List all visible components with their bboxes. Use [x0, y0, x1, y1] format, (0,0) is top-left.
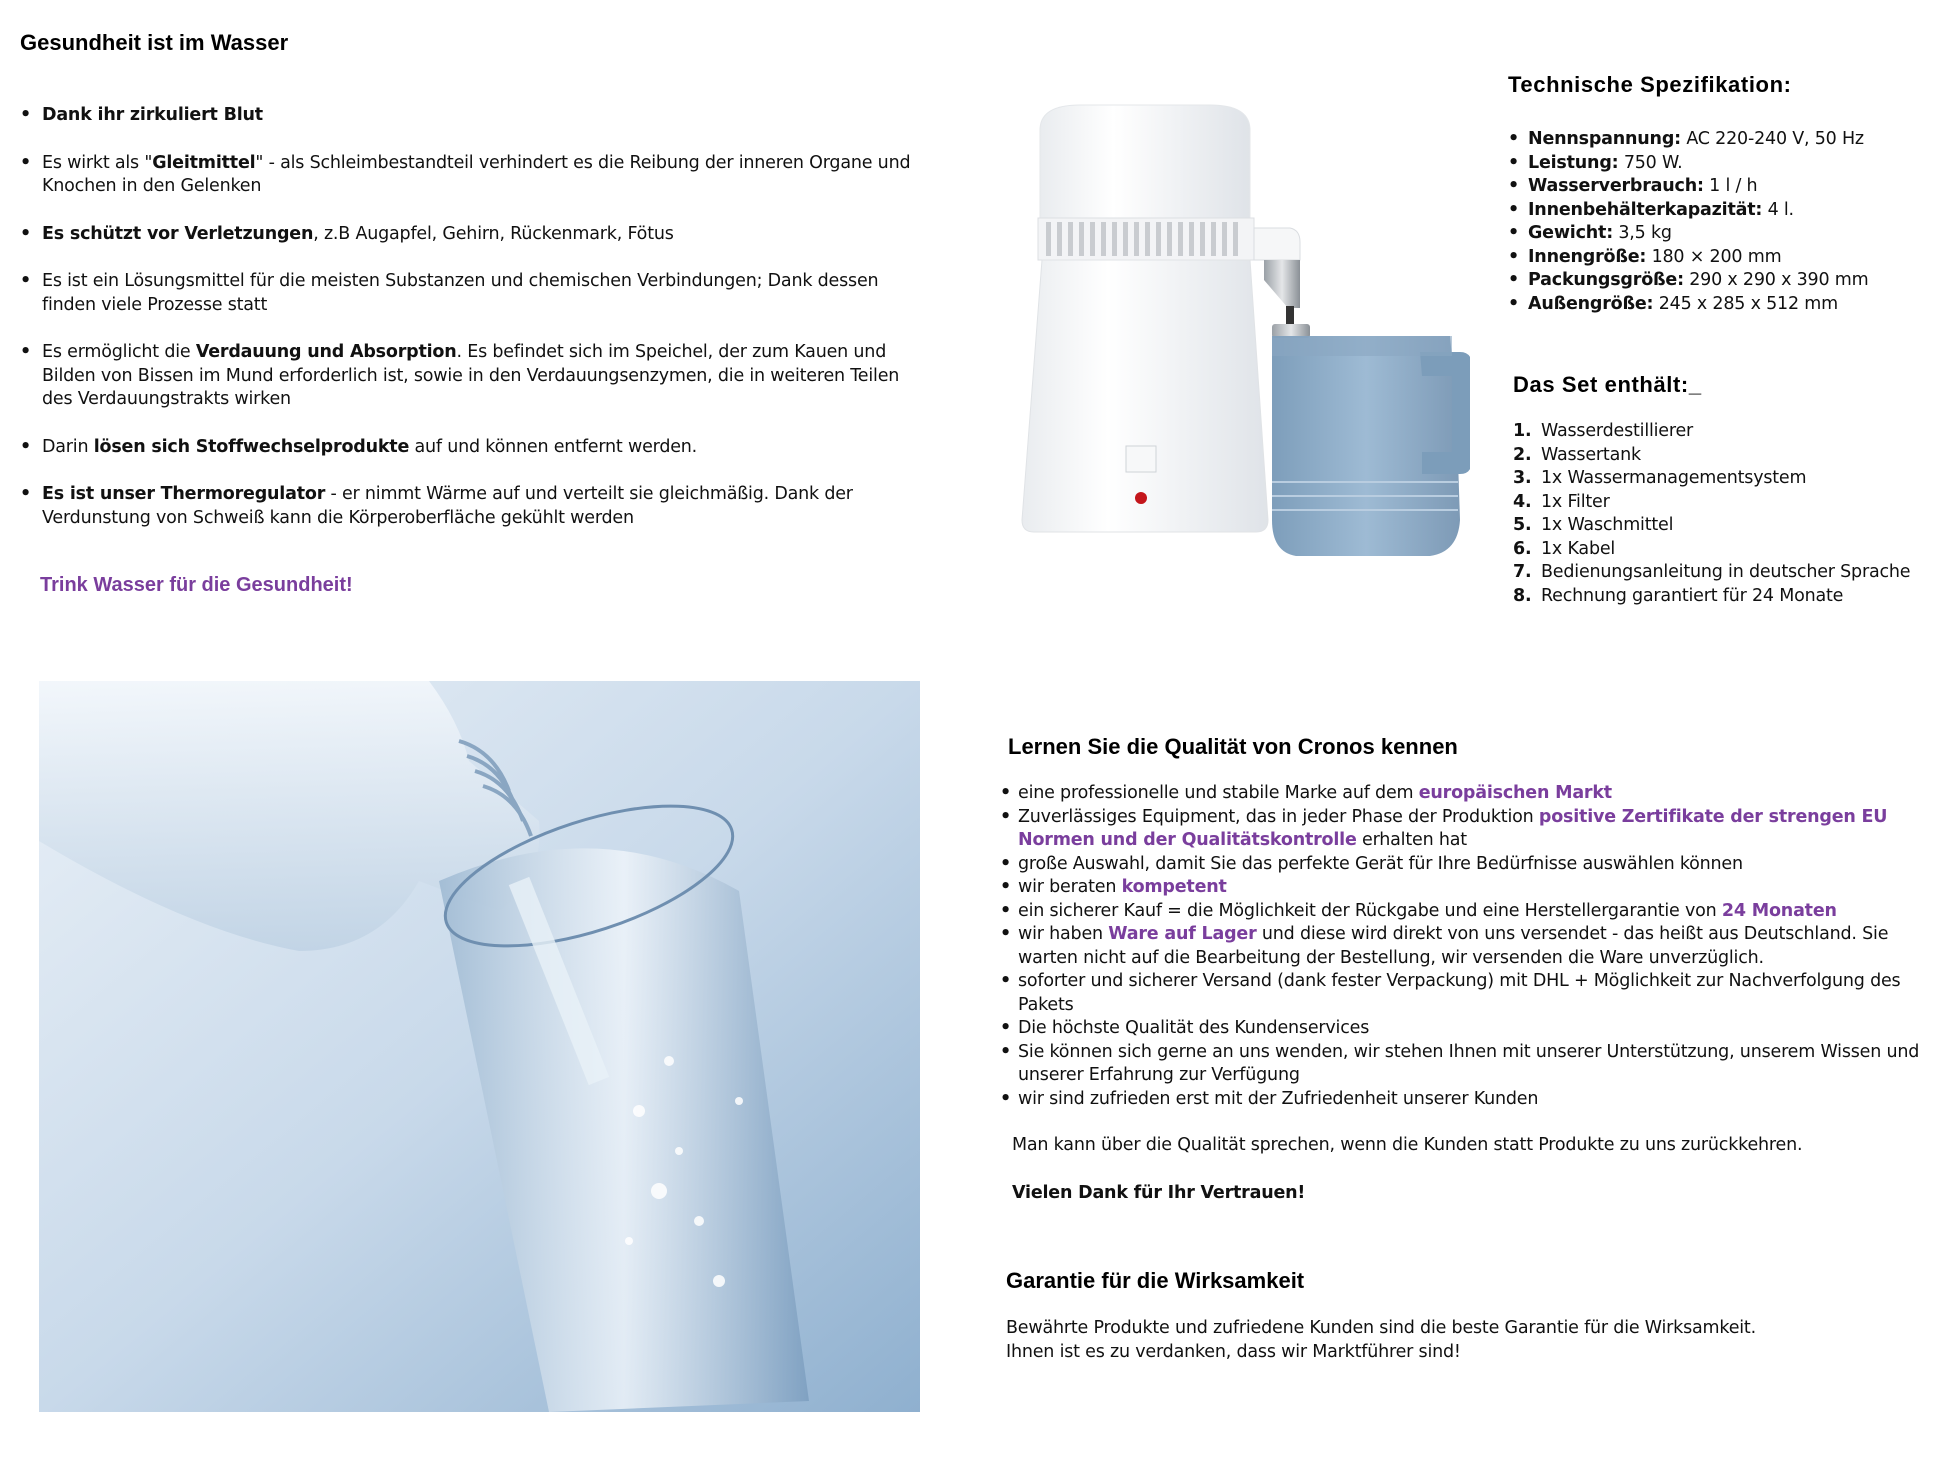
set-item-text: 1x Wassermanagementsystem	[1541, 468, 1807, 488]
cronos-list-item	[1000, 900, 1930, 924]
spec-list-item	[1508, 222, 1938, 246]
cronos-highlight: europäischen Markt	[1418, 783, 1612, 803]
cronos-item-text: erhalten hat	[1356, 830, 1467, 850]
distiller-unit	[1022, 105, 1300, 532]
cronos-item-text: Zuverlässiges Equipment, das in jeder Phase der Produktion	[1018, 806, 1539, 827]
set-item-text: Rechnung garantiert für 24 Monate	[1541, 585, 1844, 606]
spec-list-item	[1508, 152, 1938, 176]
cronos-item-text: Die höchste Qualität des Kundenservices	[1018, 1018, 1370, 1038]
cronos-thanks: Vielen Dank für Ihr Vertrauen!	[1012, 1183, 1306, 1203]
set-item-text: 1x Filter	[1541, 491, 1610, 512]
cronos-item-text: wir haben	[1018, 924, 1109, 944]
spec-title: Technische Spezifikation:	[1508, 72, 1792, 97]
health-list-item	[20, 341, 920, 412]
set-list-item	[1513, 444, 1943, 468]
cronos-item-text: wir beraten	[1018, 877, 1122, 897]
spec-value: AC 220-240 V, 50 Hz	[1680, 129, 1864, 149]
set-list	[1513, 420, 1943, 608]
set-item-number: 6.	[1513, 538, 1532, 559]
garantie-title: Garantie für die Wirksamkeit	[1006, 1268, 1305, 1293]
health-list-item	[20, 270, 920, 317]
cronos-highlight: positive Zertifikate der strengen EU Normen und der Qualitätskontrolle	[1018, 806, 1888, 850]
health-item-text: Es ist unser Thermoregulator	[42, 484, 326, 504]
set-item-text: Wassertank	[1541, 444, 1641, 465]
set-list-item	[1513, 491, 1943, 515]
cronos-list-item	[1000, 970, 1930, 1017]
spec-list-item	[1508, 269, 1938, 293]
health-list-item	[20, 104, 920, 128]
water-jug	[1272, 306, 1470, 556]
spec-value: 245 x 285 x 512 mm	[1653, 293, 1838, 314]
spec-label: Innengröße:	[1528, 246, 1647, 267]
spec-label: Wasserverbrauch:	[1528, 176, 1704, 196]
set-list-item	[1513, 538, 1943, 562]
health-list-item	[20, 223, 920, 247]
garantie-text	[1006, 1317, 1906, 1364]
health-item-text: " - als Schleimbestandteil verhindert es die Reibung der inneren Organe und Knochen in den Gelenken	[42, 152, 911, 196]
set-item-number: 2.	[1513, 444, 1532, 465]
set-item-number: 7.	[1513, 562, 1532, 582]
health-item-text: , z.B Augapfel, Gehirn, Rückenmark, Fötus	[313, 223, 674, 244]
cronos-list-item	[1000, 1088, 1930, 1112]
health-cta: Trink Wasser für die Gesundheit!	[40, 574, 353, 596]
cronos-list-item	[1000, 876, 1930, 900]
health-item-text: Es ist ein Lösungsmittel für die meisten Substanzen und chemischen Verbindungen; Dank dessen finden viele Prozesse statt	[42, 271, 879, 315]
spec-label: Packungsgröße:	[1528, 270, 1684, 290]
spec-label: Gewicht:	[1528, 223, 1613, 243]
cronos-highlight: 24 Monaten	[1721, 900, 1837, 921]
set-item-number: 5.	[1513, 515, 1532, 535]
spec-value: 750 W.	[1618, 152, 1683, 173]
cronos-highlight: kompetent	[1121, 877, 1227, 897]
cronos-highlight: Ware auf Lager	[1108, 924, 1257, 944]
set-item-text: Wasserdestillierer	[1541, 421, 1694, 441]
health-item-text: Dank ihr zirkuliert Blut	[42, 105, 263, 125]
set-item-number: 1.	[1513, 421, 1532, 441]
cronos-item-text: große Auswahl, damit Sie das perfekte Gerät für Ihre Bedürfnisse auswählen können	[1018, 853, 1743, 874]
cronos-list-item	[1000, 1041, 1930, 1088]
garantie-line: Ihnen ist es zu verdanken, dass wir Marktführer sind!	[1006, 1341, 1461, 1362]
health-item-text: Gleitmittel	[152, 152, 256, 173]
spec-label: Innenbehälterkapazität:	[1528, 199, 1763, 220]
health-item-text: auf und können entfernt werden.	[409, 436, 698, 457]
spec-value: 290 x 290 x 390 mm	[1683, 270, 1869, 290]
cronos-item-text: wir sind zufrieden erst mit der Zufriedenheit unserer Kunden	[1018, 1088, 1539, 1109]
spec-list-item	[1508, 128, 1938, 152]
health-list-item	[20, 483, 920, 530]
spec-value: 1 l / h	[1703, 176, 1758, 196]
cronos-item-text: Sie können sich gerne an uns wenden, wir stehen Ihnen mit unserer Unterstützung, unserem Wissen und unserer Erfahrung zur Verfügung	[1018, 1041, 1920, 1085]
health-item-text: Es schützt vor Verletzungen	[42, 223, 314, 244]
cronos-list-item	[1000, 1017, 1930, 1041]
cronos-list-item	[1000, 923, 1930, 970]
cronos-title: Lernen Sie die Qualität von Cronos kennen	[1008, 734, 1458, 759]
garantie-line: Bewährte Produkte und zufriedene Kunden sind die beste Garantie für die Wirksamkeit.	[1006, 1318, 1756, 1338]
set-item-number: 3.	[1513, 468, 1532, 488]
health-item-text: Verdauung und Absorption	[195, 342, 457, 362]
cronos-list-item	[1000, 782, 1930, 806]
cronos-item-text: soforter und sicherer Versand (dank fester Verpackung) mit DHL + Möglichkeit zur Nachverfolgung des Pakets	[1018, 971, 1901, 1015]
set-item-text: 1x Kabel	[1541, 538, 1616, 559]
cronos-list-item	[1000, 806, 1930, 853]
health-list-item	[20, 152, 920, 199]
health-item-text: Darin	[42, 436, 94, 457]
cronos-item-text: eine professionelle und stabile Marke auf dem	[1018, 783, 1419, 803]
health-item-text: - er nimmt Wärme auf und verteilt sie gleichmäßig. Dank der Verdunstung von Schweiß kann die Körperoberfläche gekühlt werden	[42, 484, 853, 528]
set-list-item	[1513, 420, 1943, 444]
health-title: Gesundheit ist im Wasser	[20, 30, 289, 55]
set-item-number: 4.	[1513, 491, 1532, 512]
water-glass-image	[39, 681, 920, 1412]
health-list	[20, 104, 920, 554]
spec-label: Leistung:	[1528, 152, 1619, 173]
set-list-item	[1513, 467, 1943, 491]
set-list-item	[1513, 514, 1943, 538]
set-list-item	[1513, 561, 1943, 585]
cronos-note: Man kann über die Qualität sprechen, wenn die Kunden statt Produkte zu uns zurückkehren.	[1012, 1135, 1803, 1155]
set-item-text: Bedienungsanleitung in deutscher Sprache	[1541, 562, 1911, 582]
spec-list-item	[1508, 293, 1938, 317]
set-list-item	[1513, 585, 1943, 609]
health-item-text: Es ermöglicht die	[42, 342, 196, 362]
spec-value: 4 l.	[1762, 199, 1794, 220]
spec-list-item	[1508, 175, 1938, 199]
cronos-list-item	[1000, 853, 1930, 877]
cronos-item-text: und diese wird direkt von uns versendet - das heißt aus Deutschland. Sie warten nicht auf die Bearbeitung der Bestellung, wir versenden die Ware unverzüglich.	[1018, 924, 1889, 968]
set-item-text: 1x Waschmittel	[1541, 515, 1674, 535]
water-distiller-image	[1010, 100, 1470, 570]
cronos-list	[1000, 782, 1930, 1111]
set-item-number: 8.	[1513, 585, 1532, 606]
spec-list-item	[1508, 199, 1938, 223]
spec-label: Nennspannung:	[1528, 129, 1681, 149]
health-item-text: Es wirkt als "	[42, 152, 153, 173]
health-item-text: . Es befindet sich im Speichel, der zum Kauen und Bilden von Bissen im Mund erforderlich ist, sowie in den Verdauungsenzymen, die in weiteren Teilen des Verdauungstrakts wirken	[42, 342, 900, 409]
spec-value: 3,5 kg	[1613, 223, 1672, 243]
set-title: Das Set enthält:_	[1513, 372, 1702, 397]
spec-label: Außengröße:	[1528, 293, 1654, 314]
power-indicator-icon	[1135, 492, 1147, 504]
spec-list-item	[1508, 246, 1938, 270]
cronos-item-text: ein sicherer Kauf = die Möglichkeit der Rückgabe und eine Herstellergarantie von	[1018, 900, 1722, 921]
spec-list	[1508, 128, 1938, 316]
health-list-item	[20, 436, 920, 460]
spec-value: 180 × 200 mm	[1646, 246, 1782, 267]
health-item-text: lösen sich Stoffwechselprodukte	[93, 436, 410, 457]
